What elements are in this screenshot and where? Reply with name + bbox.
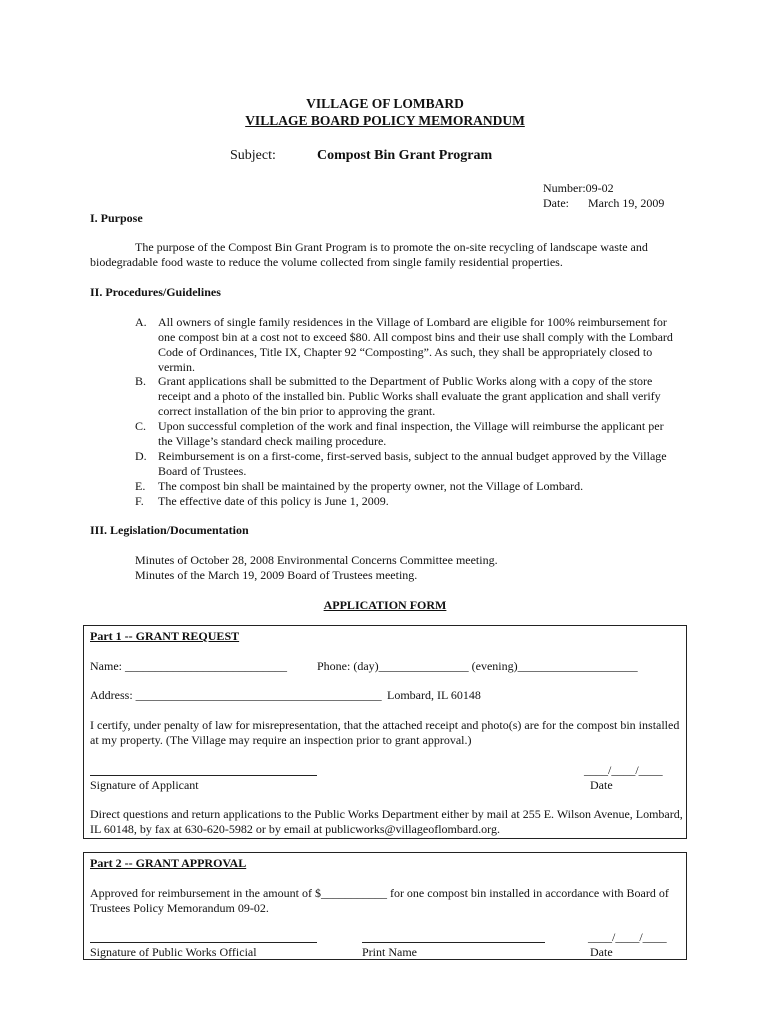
list-item bbox=[135, 494, 680, 509]
city-text: Lombard, IL 60148 bbox=[387, 688, 481, 702]
approval-date-field[interactable]: ____/____/____ bbox=[588, 930, 667, 944]
list-text: The compost bin shall be maintained by the property owner, not the Village of Lombard. bbox=[158, 479, 584, 493]
memo-number: Number:09-02 bbox=[543, 181, 614, 195]
list-text: All owners of single family residences in the Village of Lombard are eligible for 100% reimbursement for one compost bin at a cost not to exceed $80. All compost bins and their use shall comply with the Lombard Code of Ordinances, Title IX, Chapter 92 “Composting”. As such, they shall be appropriately closed to vermin. bbox=[158, 315, 673, 374]
legislation-line-2: Minutes of the March 19, 2009 Board of Trustees meeting. bbox=[135, 568, 418, 582]
list-item bbox=[135, 419, 680, 449]
memo-title: VILLAGE BOARD POLICY MEMORANDUM bbox=[245, 113, 525, 128]
print-name-line[interactable] bbox=[362, 942, 545, 943]
address-field[interactable]: Address: _________________________________________ bbox=[90, 688, 382, 702]
applicant-signature-label: Signature of Applicant bbox=[90, 778, 199, 792]
legislation-heading: III. Legislation/Documentation bbox=[90, 523, 249, 537]
name-field[interactable]: Name: ___________________________ bbox=[90, 659, 287, 673]
procedures-heading: II. Procedures/Guidelines bbox=[90, 285, 221, 299]
phone-field[interactable]: Phone: (day)_______________ (evening)____________________ bbox=[317, 659, 638, 673]
approved-text: Approved for reimbursement in the amount of $___________ for one compost bin installed in accordance with Board of Trustees Policy Memorandum 09-02. bbox=[90, 886, 669, 915]
list-letter: D. bbox=[135, 449, 147, 463]
list-item bbox=[135, 449, 680, 479]
list-letter: E. bbox=[135, 479, 146, 493]
list-item bbox=[135, 374, 680, 419]
list-text: Upon successful completion of the work and final inspection, the Village will reimburse the applicant per the Village’s standard check mailing procedure. bbox=[158, 419, 664, 448]
part2-heading: Part 2 -- GRANT APPROVAL bbox=[90, 856, 247, 870]
approval-date-label: Date bbox=[590, 945, 613, 959]
list-text: Grant applications shall be submitted to the Department of Public Works along with a copy of the store receipt and a photo of the installed bin. Public Works shall evaluate the grant application and shall verify correct installation of the bin prior to approving the grant. bbox=[158, 374, 661, 418]
memo-date-label: Date: bbox=[543, 196, 569, 210]
directions-text: Direct questions and return applications to the Public Works Department either by mail at 255 E. Wilson Avenue, Lombard, IL 60148, by fax at 630-620-5982 or by email at publicworks@villageoflombard.org. bbox=[90, 807, 683, 836]
list-item bbox=[135, 479, 680, 494]
list-item bbox=[135, 315, 680, 375]
memo-date-value: March 19, 2009 bbox=[588, 196, 665, 210]
village-title: VILLAGE OF LOMBARD bbox=[306, 96, 464, 111]
list-text: Reimbursement is on a first-come, first-served basis, subject to the annual budget approved by the Village Board of Trustees. bbox=[158, 449, 667, 478]
purpose-heading: I. Purpose bbox=[90, 211, 143, 225]
applicant-signature-line[interactable] bbox=[90, 775, 317, 776]
part1-heading: Part 1 -- GRANT REQUEST bbox=[90, 629, 240, 643]
list-text: The effective date of this policy is June 1, 2009. bbox=[158, 494, 389, 508]
list-letter: A. bbox=[135, 315, 147, 329]
certify-text: I certify, under penalty of law for misrepresentation, that the attached receipt and photo(s) are for the compost bin installed at my property. (The Village may require an inspection prior to grant approval.) bbox=[90, 718, 680, 747]
applicant-date-label: Date bbox=[590, 778, 613, 792]
list-letter: C. bbox=[135, 419, 147, 433]
applicant-date-field[interactable]: ____/____/____ bbox=[584, 763, 663, 777]
application-form-title: APPLICATION FORM bbox=[323, 598, 447, 612]
list-letter: F. bbox=[135, 494, 144, 508]
list-letter: B. bbox=[135, 374, 147, 388]
print-name-label: Print Name bbox=[362, 945, 417, 959]
official-signature-line[interactable] bbox=[90, 942, 317, 943]
subject-value: Compost Bin Grant Program bbox=[317, 148, 493, 163]
purpose-text: The purpose of the Compost Bin Grant Program is to promote the on-site recycling of landscape waste and biodegradable food waste to reduce the volume collected from single family residential properties. bbox=[90, 240, 648, 269]
subject-label: Subject: bbox=[230, 148, 276, 163]
legislation-line-1: Minutes of October 28, 2008 Environmental Concerns Committee meeting. bbox=[135, 553, 498, 567]
official-signature-label: Signature of Public Works Official bbox=[90, 945, 257, 959]
